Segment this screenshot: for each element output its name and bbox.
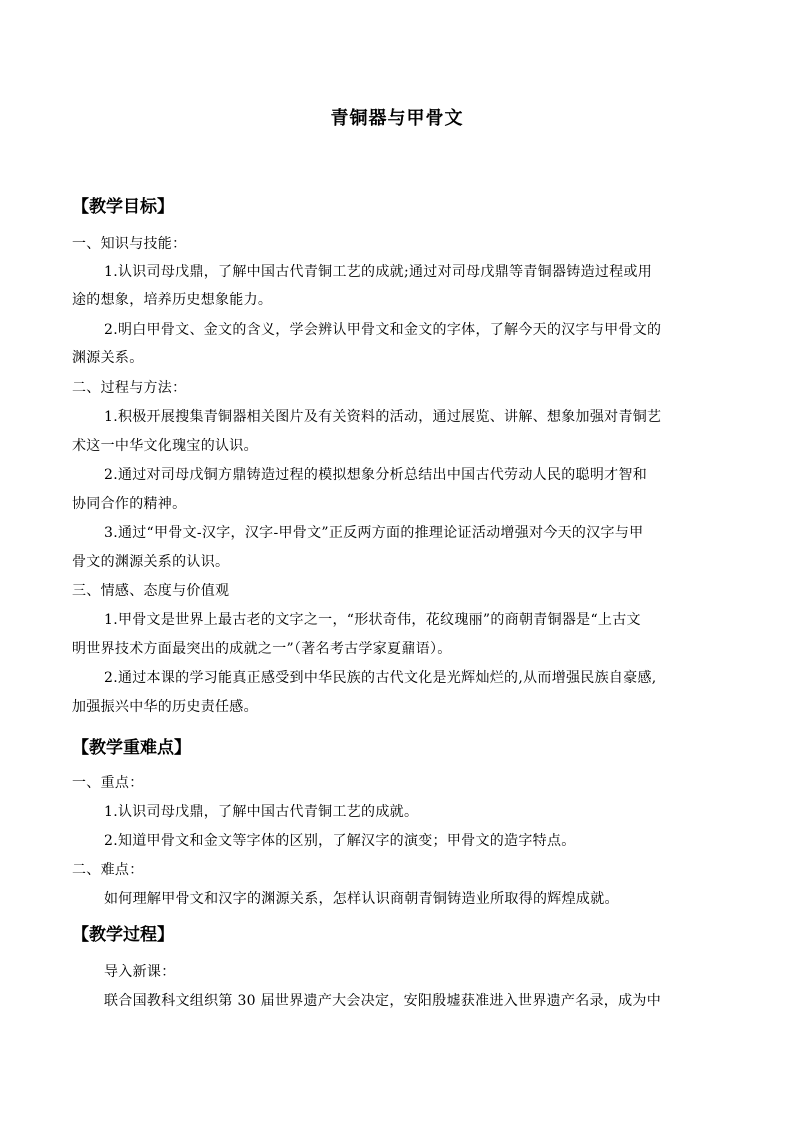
- paragraph-line: 加强振兴中华的历史责任感。: [72, 699, 258, 715]
- paragraph-line: 明世界技术方面最突出的成就之一”（著名考古学家夏鼐语）。: [72, 641, 452, 657]
- paragraph-line: 渊源关系。: [72, 350, 144, 366]
- subheading-key-point: 一、重点：: [72, 775, 144, 791]
- paragraph-line: 骨文的渊源关系的认识。: [72, 554, 230, 570]
- paragraph-line: 3.通过“甲骨文-汉字，汉字-甲骨文”正反两方面的推理论证活动增强对今天的汉字与甲: [104, 525, 644, 541]
- subheading-process-method: 二、过程与方法：: [72, 380, 187, 396]
- document-title: 青铜器与甲骨文: [330, 108, 464, 129]
- section-heading-process: 【教学过程】: [72, 925, 174, 945]
- section-heading-goals: 【教学目标】: [72, 197, 174, 217]
- subheading-difficulty: 二、难点：: [72, 862, 144, 878]
- subheading-knowledge-skills: 一、知识与技能：: [72, 236, 187, 252]
- paragraph-line: 1.甲骨文是世界上最古老的文字之一，“形状奇伟，花纹瑰丽”的商朝青铜器是“上古文: [104, 612, 641, 628]
- subheading-emotion-values: 三、情感、态度与价值观: [72, 583, 230, 599]
- paragraph-line: 1.认识司母戊鼎，了解中国古代青铜工艺的成就;通过对司母戊鼎等青铜器铸造过程或用: [104, 264, 653, 280]
- paragraph-line: 2.通过本课的学习能真正感受到中华民族的古代文化是光辉灿烂的,从而增强民族自豪感,: [104, 670, 657, 686]
- paragraph-line: 导入新课：: [104, 964, 176, 980]
- paragraph-line: 术这一中华文化瑰宝的认识。: [72, 438, 258, 454]
- paragraph-line: 如何理解甲骨文和汉字的渊源关系，怎样认识商朝青铜铸造业所取得的辉煌成就。: [104, 891, 619, 907]
- paragraph-line: 1.积极开展搜集青铜器相关图片及有关资料的活动，通过展览、讲解、想象加强对青铜艺: [104, 409, 662, 425]
- paragraph-line: 1.认识司母戊鼎，了解中国古代青铜工艺的成就。: [104, 804, 419, 820]
- paragraph-line: 联合国教科文组织第 30 届世界遗产大会决定，安阳殷墟获准进入世界遗产名录，成为中: [104, 993, 662, 1009]
- paragraph-line: 2.知道甲骨文和金文等字体的区别，了解汉字的演变；甲骨文的造字特点。: [104, 833, 576, 849]
- paragraph-line: 2.明白甲骨文、金文的含义，学会辨认甲骨文和金文的字体，了解今天的汉字与甲骨文的: [104, 322, 662, 338]
- paragraph-line: 途的想象，培养历史想象能力。: [72, 292, 273, 308]
- section-heading-keypoints: 【教学重难点】: [72, 738, 191, 758]
- paragraph-line: 协同合作的精神。: [72, 496, 187, 512]
- paragraph-line: 2.通过对司母戊铜方鼎铸造过程的模拟想象分析总结出中国古代劳动人民的聪明才智和: [104, 467, 648, 483]
